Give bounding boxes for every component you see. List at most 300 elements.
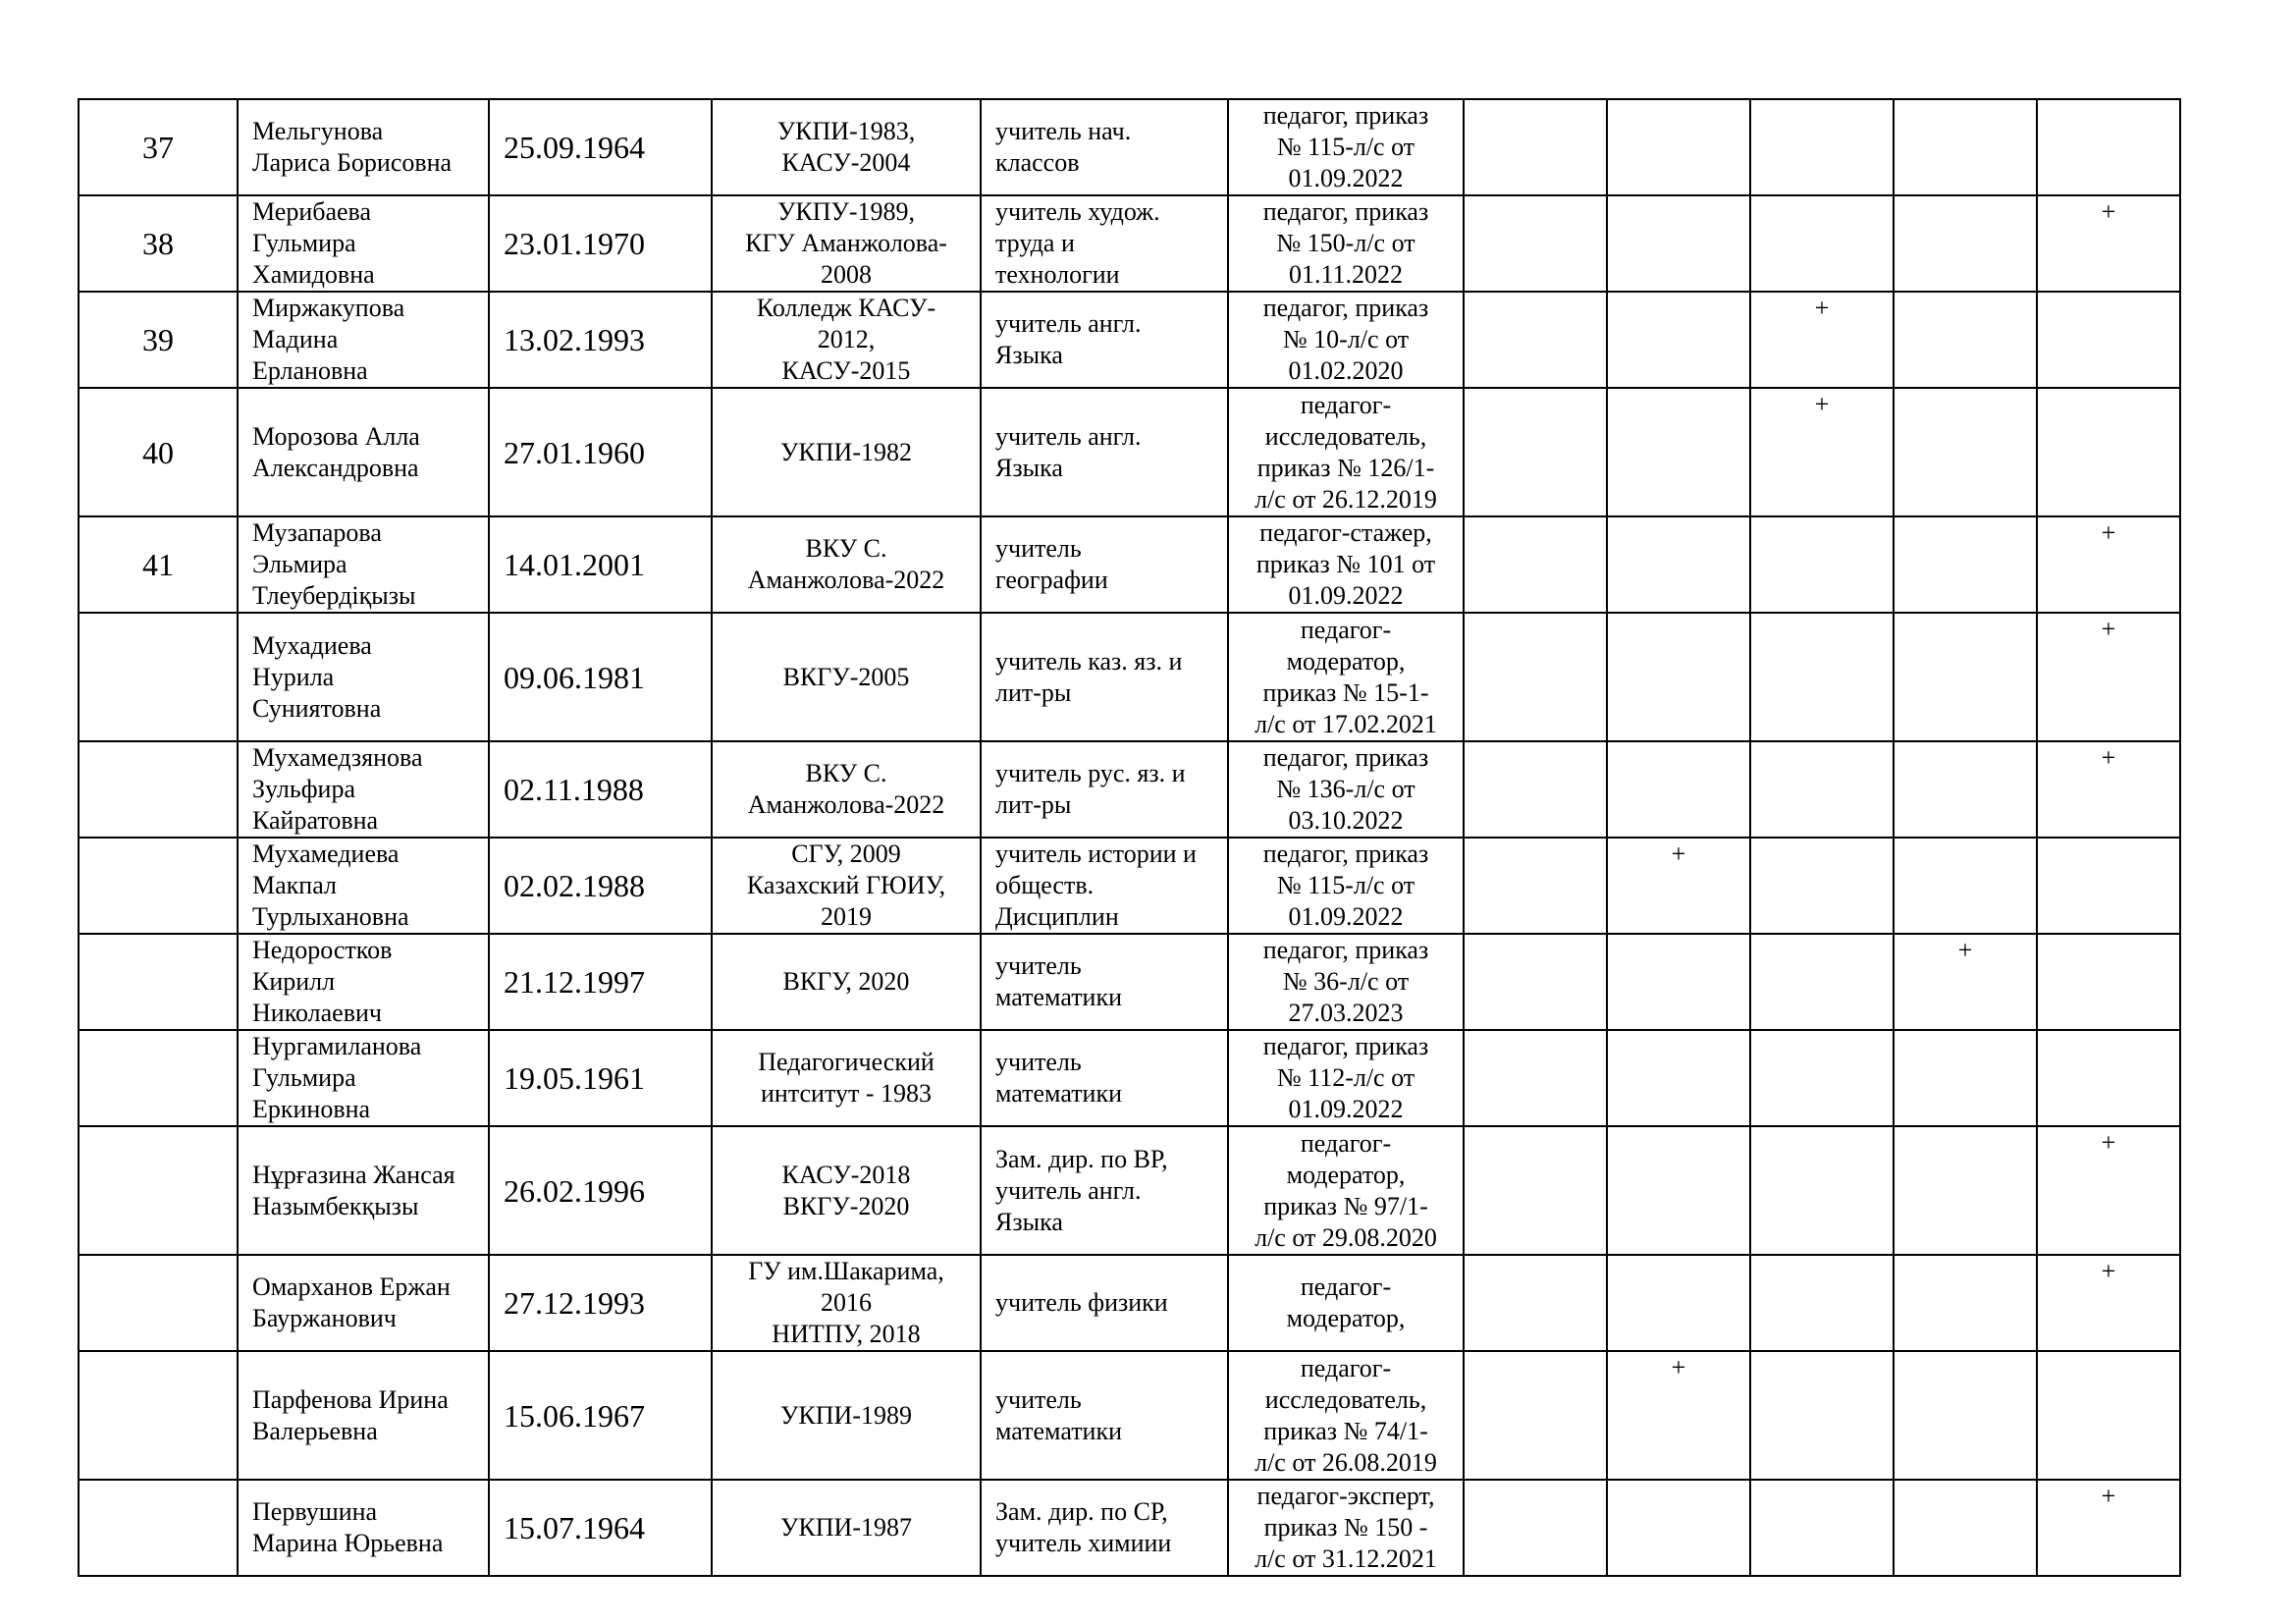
education-line: УКПИ-1989 (780, 1400, 912, 1430)
position (981, 195, 1228, 292)
category-line: педагог, приказ (1262, 936, 1429, 964)
mark-cell-5: + (2037, 1480, 2180, 1576)
mark-cell-3: + (1750, 292, 1894, 388)
full-name-line: Николаевич (252, 999, 382, 1027)
full-name (238, 1255, 489, 1351)
category-line: л/с от 29.08.2020 (1255, 1222, 1437, 1252)
education-line: УКПИ-1983, (776, 117, 916, 145)
education-line: КАСУ-2015 (781, 356, 911, 385)
full-name-line: Мадина (252, 325, 339, 353)
full-name (238, 613, 489, 741)
full-name (238, 99, 489, 195)
category-line: педагог- (1300, 1353, 1392, 1382)
table-row (79, 388, 2180, 516)
position (981, 613, 1228, 741)
education-line: ВКУ С. (805, 759, 887, 787)
table-row (79, 838, 2180, 934)
position-line: Языка (995, 341, 1063, 369)
mark-cell-4 (1894, 292, 2037, 388)
full-name-line: Суниятовна (252, 693, 382, 723)
category-line: педагог- (1300, 1128, 1392, 1158)
category-line: педагог, приказ (1262, 1032, 1429, 1060)
mark-cell-4 (1894, 1480, 2037, 1576)
full-name-line: Макпал (252, 871, 337, 899)
full-name (238, 1480, 489, 1576)
full-name-line: Недоростков (252, 936, 393, 964)
mark-cell-3 (1750, 1255, 1894, 1351)
full-name (238, 838, 489, 934)
position-line: математики (995, 1079, 1123, 1108)
category-line: № 115-л/с от (1276, 871, 1415, 899)
mark-cell-5 (2037, 99, 2180, 195)
education-line: ВКГУ-2020 (782, 1191, 910, 1220)
row-number (79, 613, 238, 741)
mark-cell-4 (1894, 1351, 2037, 1480)
position (981, 99, 1228, 195)
full-name-line: Нургамиланова (252, 1032, 422, 1060)
mark-cell-3 (1750, 516, 1894, 613)
education-line: 2016 (821, 1288, 872, 1317)
mark-cell-5: + (2037, 613, 2180, 741)
mark-cell-1 (1464, 1351, 1607, 1480)
category-line: педагог, приказ (1262, 101, 1429, 130)
table-row (79, 613, 2180, 741)
category-line: № 112-л/с от (1276, 1063, 1415, 1092)
mark-cell-5 (2037, 1030, 2180, 1126)
mark-cell-1 (1464, 292, 1607, 388)
table-row (79, 516, 2180, 613)
mark-cell-3 (1750, 99, 1894, 195)
mark-cell-2 (1607, 613, 1750, 741)
category-line: 01.11.2022 (1288, 260, 1404, 289)
category-line: приказ № 15-1- (1262, 677, 1429, 707)
category-line: 27.03.2023 (1288, 999, 1404, 1027)
education-line: Колледж КАСУ- (756, 294, 936, 322)
position (981, 1126, 1228, 1255)
category-line: № 10-л/с от (1282, 325, 1410, 353)
position-line: технологии (995, 260, 1120, 289)
mark-cell-5 (2037, 838, 2180, 934)
education-line: УКПУ-1989, (776, 197, 916, 226)
mark-cell-2 (1607, 1480, 1750, 1576)
position-line: учитель истории и (995, 839, 1197, 868)
mark-cell-3 (1750, 195, 1894, 292)
full-name-line: Кайратовна (252, 806, 379, 835)
position-line: математики (995, 983, 1123, 1011)
mark-cell-3: + (1750, 388, 1894, 516)
position-line: Языка (995, 453, 1063, 482)
education-line: НИТПУ, 2018 (772, 1320, 921, 1348)
table-row (79, 1126, 2180, 1255)
table-row (79, 195, 2180, 292)
education-line: ГУ им.Шакарима, (748, 1257, 944, 1285)
category (1228, 613, 1464, 741)
full-name (238, 1030, 489, 1126)
category-line: приказ № 74/1- (1263, 1416, 1428, 1445)
mark-cell-3 (1750, 613, 1894, 741)
mark-cell-5 (2037, 292, 2180, 388)
mark-cell-5: + (2037, 195, 2180, 292)
mark-cell-5 (2037, 934, 2180, 1030)
mark-cell-3 (1750, 1126, 1894, 1255)
category-line: 01.02.2020 (1288, 356, 1404, 385)
mark-cell-4 (1894, 195, 2037, 292)
category (1228, 1480, 1464, 1576)
education-line: Аманжолова-2022 (747, 790, 945, 819)
mark-cell-1 (1464, 1480, 1607, 1576)
mark-cell-1 (1464, 99, 1607, 195)
category-line: № 36-л/с от (1282, 967, 1410, 996)
mark-cell-4 (1894, 741, 2037, 838)
full-name-line: Марина Юрьевна (252, 1529, 444, 1557)
mark-cell-5: + (2037, 516, 2180, 613)
full-name-line: Омарханов Ержан (252, 1272, 451, 1301)
position-line: классов (995, 148, 1080, 177)
education-line: КГУ Аманжолова- (745, 229, 947, 257)
table-row (79, 1030, 2180, 1126)
full-name-line: Назымбекқызы (252, 1191, 419, 1220)
position-line: учитель (995, 534, 1082, 563)
full-name-line: Морозова Алла (252, 421, 420, 451)
education (712, 292, 981, 388)
position-line: лит-ры (995, 790, 1072, 819)
mark-cell-3 (1750, 741, 1894, 838)
position-line: учитель (995, 1384, 1082, 1414)
position-line: математики (995, 1416, 1123, 1445)
education (712, 388, 981, 516)
education-line: ВКГУ, 2020 (782, 967, 910, 996)
staff-table (78, 98, 2181, 1577)
category-line: 03.10.2022 (1288, 806, 1404, 835)
birth-date: 19.05.1961 (489, 1030, 712, 1126)
position (981, 1255, 1228, 1351)
mark-cell-4 (1894, 388, 2037, 516)
education (712, 934, 981, 1030)
position (981, 741, 1228, 838)
row-number: 41 (79, 516, 238, 613)
row-number: 39 (79, 292, 238, 388)
full-name-line: Тлеубердіқызы (252, 581, 416, 610)
mark-cell-5 (2037, 388, 2180, 516)
full-name (238, 934, 489, 1030)
full-name (238, 1126, 489, 1255)
full-name (238, 1351, 489, 1480)
category-line: педагог, приказ (1262, 197, 1429, 226)
mark-cell-2 (1607, 195, 1750, 292)
position-line: учитель англ. (995, 1175, 1142, 1205)
category-line: педагог, приказ (1262, 743, 1429, 772)
full-name (238, 741, 489, 838)
position-line: учитель рус. яз. и (995, 759, 1186, 787)
table-row (79, 292, 2180, 388)
category-line: педагог-стажер, (1259, 518, 1432, 547)
birth-date: 15.06.1967 (489, 1351, 712, 1480)
category-line: педагог- (1300, 1272, 1392, 1301)
birth-date: 15.07.1964 (489, 1480, 712, 1576)
full-name-line: Нурила (252, 662, 335, 691)
table-row (79, 741, 2180, 838)
mark-cell-2: + (1607, 838, 1750, 934)
education-line: интситут - 1983 (760, 1079, 932, 1108)
category-line: 01.09.2022 (1288, 902, 1404, 931)
position (981, 516, 1228, 613)
row-number (79, 1480, 238, 1576)
full-name-line: Нұрғазина Жансая (252, 1160, 455, 1189)
full-name-line: Лариса Борисовна (252, 148, 453, 177)
category-line: педагог, приказ (1262, 294, 1429, 322)
full-name-line: Еркиновна (252, 1095, 371, 1123)
mark-cell-3 (1750, 838, 1894, 934)
table-row (79, 1351, 2180, 1480)
mark-cell-3 (1750, 1351, 1894, 1480)
mark-cell-2 (1607, 516, 1750, 613)
education (712, 613, 981, 741)
mark-cell-1 (1464, 1030, 1607, 1126)
row-number (79, 838, 238, 934)
education-line: КАСУ-2018 (781, 1160, 911, 1189)
row-number (79, 1351, 238, 1480)
education (712, 1030, 981, 1126)
row-number (79, 1255, 238, 1351)
category-line: исследователь, (1264, 1384, 1427, 1414)
full-name-line: Хамидовна (252, 260, 375, 289)
mark-cell-5: + (2037, 1255, 2180, 1351)
category-line: педагог- (1300, 390, 1392, 419)
full-name-line: Эльмира (252, 550, 347, 578)
mark-cell-4 (1894, 1126, 2037, 1255)
category-line: педагог, приказ (1262, 839, 1429, 868)
row-number (79, 1126, 238, 1255)
full-name-line: Александровна (252, 453, 419, 482)
category (1228, 1351, 1464, 1480)
row-number: 40 (79, 388, 238, 516)
category-line: педагог-эксперт, (1256, 1482, 1435, 1510)
mark-cell-1 (1464, 741, 1607, 838)
education-line: Аманжолова-2022 (747, 566, 945, 594)
mark-cell-1 (1464, 934, 1607, 1030)
mark-cell-1 (1464, 195, 1607, 292)
birth-date: 26.02.1996 (489, 1126, 712, 1255)
full-name-line: Зульфира (252, 775, 356, 803)
category-line: приказ № 126/1- (1256, 453, 1435, 482)
mark-cell-2 (1607, 741, 1750, 838)
table-row (79, 1255, 2180, 1351)
birth-date: 21.12.1997 (489, 934, 712, 1030)
category-line: педагог- (1300, 615, 1392, 644)
education-line: УКПИ-1982 (780, 437, 912, 466)
mark-cell-4 (1894, 99, 2037, 195)
full-name-line: Музапарова (252, 518, 382, 547)
mark-cell-4 (1894, 838, 2037, 934)
category (1228, 741, 1464, 838)
position-line: Зам. дир. по СР, (995, 1497, 1168, 1526)
category-line: л/с от 26.12.2019 (1255, 484, 1437, 514)
birth-date: 25.09.1964 (489, 99, 712, 195)
position (981, 1030, 1228, 1126)
education-line: 2008 (821, 260, 872, 289)
mark-cell-4 (1894, 1030, 2037, 1126)
education-line: ВКУ С. (805, 534, 887, 563)
education-line: ВКГУ-2005 (782, 662, 910, 691)
category (1228, 1030, 1464, 1126)
mark-cell-4: + (1894, 934, 2037, 1030)
category (1228, 388, 1464, 516)
full-name-line: Ерлановна (252, 356, 368, 385)
education-line: Казахский ГЮИУ, (746, 871, 946, 899)
category-line: 01.09.2022 (1288, 581, 1404, 610)
education-line: КАСУ-2004 (781, 148, 911, 177)
education-line: Педагогический (758, 1048, 934, 1076)
row-number: 37 (79, 99, 238, 195)
category-line: л/с от 17.02.2021 (1255, 709, 1437, 738)
position-line: учитель англ. (995, 309, 1142, 338)
category-line: приказ № 150 - (1263, 1513, 1428, 1542)
education-line: 2019 (821, 902, 872, 931)
category-line: 01.09.2022 (1288, 1095, 1404, 1123)
mark-cell-1 (1464, 613, 1607, 741)
category (1228, 934, 1464, 1030)
full-name (238, 292, 489, 388)
category-line: 01.09.2022 (1288, 164, 1404, 192)
category-line: модератор, (1286, 1304, 1406, 1332)
full-name (238, 195, 489, 292)
full-name-line: Мельгунова (252, 117, 384, 145)
full-name-line: Миржакупова (252, 294, 405, 322)
category-line: л/с от 31.12.2021 (1255, 1544, 1437, 1573)
birth-date: 14.01.2001 (489, 516, 712, 613)
mark-cell-4 (1894, 516, 2037, 613)
mark-cell-2 (1607, 1255, 1750, 1351)
position (981, 292, 1228, 388)
category-line: № 115-л/с от (1276, 133, 1415, 161)
position-line: учитель (995, 1048, 1082, 1076)
mark-cell-2 (1607, 934, 1750, 1030)
category (1228, 1126, 1464, 1255)
education (712, 1351, 981, 1480)
birth-date: 09.06.1981 (489, 613, 712, 741)
position (981, 1480, 1228, 1576)
birth-date: 23.01.1970 (489, 195, 712, 292)
table-row (79, 99, 2180, 195)
category-line: исследователь, (1264, 421, 1427, 451)
mark-cell-2 (1607, 99, 1750, 195)
position (981, 1351, 1228, 1480)
category-line: № 150-л/с от (1276, 229, 1415, 257)
category-line: № 136-л/с от (1276, 775, 1415, 803)
education (712, 1255, 981, 1351)
position-line: Языка (995, 1207, 1063, 1236)
row-number (79, 1030, 238, 1126)
full-name (238, 388, 489, 516)
education (712, 838, 981, 934)
full-name-line: Мухамедзянова (252, 743, 423, 772)
category (1228, 99, 1464, 195)
birth-date: 13.02.1993 (489, 292, 712, 388)
mark-cell-3 (1750, 1030, 1894, 1126)
mark-cell-2: + (1607, 1351, 1750, 1480)
full-name (238, 516, 489, 613)
education (712, 195, 981, 292)
birth-date: 02.11.1988 (489, 741, 712, 838)
mark-cell-2 (1607, 1030, 1750, 1126)
mark-cell-4 (1894, 613, 2037, 741)
full-name-line: Первушина (252, 1497, 378, 1526)
table-row (79, 1480, 2180, 1576)
full-name-line: Кирилл (252, 967, 336, 996)
position-line: труда и (995, 229, 1075, 257)
full-name-line: Гульмира (252, 1063, 356, 1092)
mark-cell-5: + (2037, 1126, 2180, 1255)
mark-cell-3 (1750, 1480, 1894, 1576)
category-line: приказ № 97/1- (1263, 1191, 1428, 1220)
education (712, 1126, 981, 1255)
birth-date: 27.12.1993 (489, 1255, 712, 1351)
mark-cell-4 (1894, 1255, 2037, 1351)
position-line: учитель каз. яз. и (995, 646, 1183, 676)
position-line: лит-ры (995, 677, 1072, 707)
position-line: учитель физики (995, 1288, 1168, 1317)
category (1228, 516, 1464, 613)
position-line: учитель англ. (995, 421, 1142, 451)
birth-date: 02.02.1988 (489, 838, 712, 934)
education (712, 99, 981, 195)
education (712, 516, 981, 613)
mark-cell-2 (1607, 388, 1750, 516)
education-line: УКПИ-1987 (780, 1513, 912, 1542)
full-name-line: Парфенова Ирина (252, 1384, 449, 1414)
mark-cell-1 (1464, 838, 1607, 934)
row-number: 38 (79, 195, 238, 292)
position-line: обществ. (995, 871, 1095, 899)
category-line: модератор, (1286, 646, 1406, 676)
mark-cell-1 (1464, 1255, 1607, 1351)
position-line: учитель химиии (995, 1529, 1172, 1557)
full-name-line: Гульмира (252, 229, 356, 257)
full-name-line: Мерибаева (252, 197, 372, 226)
education (712, 1480, 981, 1576)
table-row (79, 934, 2180, 1030)
category-line: приказ № 101 от (1255, 550, 1436, 578)
mark-cell-5 (2037, 1351, 2180, 1480)
birth-date: 27.01.1960 (489, 388, 712, 516)
position (981, 934, 1228, 1030)
category (1228, 838, 1464, 934)
mark-cell-2 (1607, 1126, 1750, 1255)
mark-cell-1 (1464, 1126, 1607, 1255)
full-name-line: Бауржанович (252, 1304, 397, 1332)
mark-cell-1 (1464, 516, 1607, 613)
position-line: географии (995, 566, 1108, 594)
category-line: л/с от 26.08.2019 (1255, 1447, 1437, 1477)
position-line: Зам. дир. по ВР, (995, 1144, 1168, 1173)
row-number (79, 741, 238, 838)
mark-cell-3 (1750, 934, 1894, 1030)
row-number (79, 934, 238, 1030)
education-line: СГУ, 2009 (791, 839, 901, 868)
position (981, 838, 1228, 934)
position-line: учитель (995, 951, 1082, 980)
position-line: учитель худож. (995, 197, 1160, 226)
full-name-line: Мухамедиева (252, 839, 400, 868)
position-line: учитель нач. (995, 117, 1132, 145)
education-line: 2012, (817, 325, 876, 353)
full-name-line: Валерьевна (252, 1416, 378, 1445)
category (1228, 292, 1464, 388)
mark-cell-5: + (2037, 741, 2180, 838)
position-line: Дисциплин (995, 902, 1119, 931)
category (1228, 1255, 1464, 1351)
education (712, 741, 981, 838)
